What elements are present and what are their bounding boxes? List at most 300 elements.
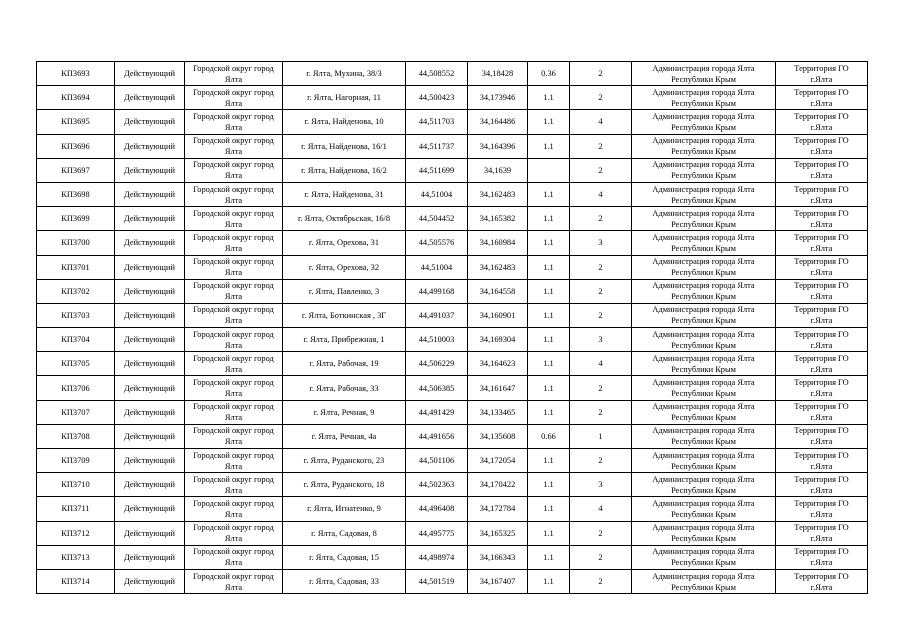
cell-count: 2 [570,158,632,182]
cell-owner-line: Администрация города Ялта [652,281,755,291]
cell-owner-line: Администрация города Ялта [652,329,755,339]
cell-district-line: Ялта [224,122,243,132]
cell-district-line: Городской округ город [193,474,274,484]
cell-territory [776,473,868,497]
cell-district [185,352,283,376]
cell-territory [776,352,868,376]
cell-volume: 1.1 [528,328,570,352]
cell-status: Действующий [115,279,185,303]
cell-latitude: 44,500423 [406,86,468,110]
cell-latitude: 44,495775 [406,521,468,545]
cell-volume: 1.1 [528,134,570,158]
cell-count: 2 [570,521,632,545]
cell-owner [632,182,776,206]
cell-longitude: 34,165382 [468,207,528,231]
cell-territory [776,400,868,424]
table-row [37,86,868,110]
cell-owner-line: Администрация города Ялта [652,474,755,484]
cell-territory-line: г.Ялта [810,316,833,326]
cell-status: Действующий [115,521,185,545]
cell-owner-line: Администрация города Ялта [652,111,755,121]
table-row [37,62,868,86]
cell-district-line: Городской округ город [193,571,274,581]
cell-owner-line: Администрация города Ялта [652,305,755,315]
cell-district-line: Городской округ город [193,87,274,97]
cell-latitude: 44,505576 [406,231,468,255]
cell-owner [632,62,776,86]
cell-district-line: Городской округ город [193,450,274,460]
cell-district [185,86,283,110]
cell-status: Действующий [115,134,185,158]
table-row [37,545,868,569]
cell-count: 4 [570,497,632,521]
cell-address: г. Ялта, Найденова, 16/1 [283,134,406,158]
cell-district [185,110,283,134]
cell-territory-line: г.Ялта [810,437,833,447]
table-row [37,328,868,352]
cell-id: КП3699 [37,207,115,231]
cell-district [185,134,283,158]
cell-territory [776,449,868,473]
cell-latitude: 44,511703 [406,110,468,134]
cell-district-line: Ялта [224,413,243,423]
table-row [37,255,868,279]
table-row [37,158,868,182]
cell-latitude: 44,501106 [406,449,468,473]
cell-owner-line: Республики Крым [671,219,736,229]
cell-volume: 1.1 [528,473,570,497]
cell-district-line: Ялта [224,147,243,157]
cell-territory-line: г.Ялта [810,558,833,568]
registry-table-body [37,62,868,594]
cell-owner [632,521,776,545]
cell-id: КП3693 [37,62,115,86]
cell-owner [632,134,776,158]
cell-territory-line: г.Ялта [810,195,833,205]
cell-volume: 0.66 [528,424,570,448]
cell-territory [776,376,868,400]
cell-owner [632,231,776,255]
cell-territory-line: Территория ГО [794,63,849,73]
cell-territory-line: Территория ГО [794,426,849,436]
cell-owner-line: Республики Крым [671,389,736,399]
cell-territory [776,86,868,110]
cell-address: г. Ялта, Октябрьская, 16/8 [283,207,406,231]
cell-count: 1 [570,424,632,448]
cell-longitude: 34,160901 [468,303,528,327]
cell-owner [632,376,776,400]
cell-latitude: 44,499168 [406,279,468,303]
cell-district-line: Ялта [224,195,243,205]
cell-volume: 1.1 [528,303,570,327]
cell-id: КП3703 [37,303,115,327]
cell-count: 4 [570,182,632,206]
cell-address: г. Ялта, Орехова, 32 [283,255,406,279]
cell-longitude: 34,164558 [468,279,528,303]
cell-count: 2 [570,134,632,158]
cell-status: Действующий [115,473,185,497]
cell-owner [632,328,776,352]
cell-territory-line: Территория ГО [794,474,849,484]
cell-district [185,545,283,569]
cell-id: КП3713 [37,545,115,569]
cell-latitude: 44,510003 [406,328,468,352]
cell-owner-line: Администрация города Ялта [652,208,755,218]
cell-latitude: 44,506385 [406,376,468,400]
cell-longitude: 34,169304 [468,328,528,352]
cell-territory [776,110,868,134]
cell-id: КП3708 [37,424,115,448]
cell-district [185,279,283,303]
cell-status: Действующий [115,207,185,231]
cell-longitude: 34,165325 [468,521,528,545]
cell-owner-line: Республики Крым [671,413,736,423]
table-row [37,569,868,593]
cell-territory [776,182,868,206]
cell-owner [632,303,776,327]
cell-address: г. Ялта, Нагорная, 11 [283,86,406,110]
cell-volume: 1.1 [528,497,570,521]
cell-address: г. Ялта, Найденова, 31 [283,182,406,206]
cell-territory-line: г.Ялта [810,413,833,423]
cell-district-line: Ялта [224,219,243,229]
cell-id: КП3702 [37,279,115,303]
cell-latitude: 44,506229 [406,352,468,376]
cell-address: г. Ялта, Рабочая, 19 [283,352,406,376]
cell-district-line: Ялта [224,340,243,350]
table-row [37,376,868,400]
cell-status: Действующий [115,400,185,424]
cell-district-line: Ялта [224,582,243,592]
cell-longitude: 34,162483 [468,255,528,279]
cell-territory-line: г.Ялта [810,268,833,278]
cell-address: г. Ялта, Павленко, 3 [283,279,406,303]
cell-status: Действующий [115,424,185,448]
cell-id: КП3694 [37,86,115,110]
table-row [37,134,868,158]
cell-territory-line: Территория ГО [794,378,849,388]
cell-owner-line: Республики Крым [671,147,736,157]
cell-territory [776,303,868,327]
cell-district-line: Ялта [224,509,243,519]
cell-owner [632,545,776,569]
cell-district [185,400,283,424]
cell-district [185,62,283,86]
cell-district-line: Городской округ город [193,184,274,194]
cell-longitude: 34,160984 [468,231,528,255]
cell-count: 4 [570,110,632,134]
cell-longitude: 34,162483 [468,182,528,206]
cell-latitude: 44,502363 [406,473,468,497]
cell-territory-line: Территория ГО [794,498,849,508]
cell-owner [632,158,776,182]
cell-owner-line: Республики Крым [671,122,736,132]
cell-owner-line: Администрация города Ялта [652,378,755,388]
table-row [37,182,868,206]
cell-territory-line: Территория ГО [794,547,849,557]
table-row [37,473,868,497]
cell-territory [776,279,868,303]
cell-district [185,473,283,497]
cell-latitude: 44,496408 [406,497,468,521]
cell-territory [776,328,868,352]
cell-latitude: 44,498974 [406,545,468,569]
cell-volume: 1.1 [528,545,570,569]
table-row [37,424,868,448]
cell-id: КП3698 [37,182,115,206]
cell-longitude: 34,166343 [468,545,528,569]
cell-district-line: Городской округ город [193,160,274,170]
cell-owner-line: Администрация города Ялта [652,63,755,73]
cell-owner [632,279,776,303]
cell-territory-line: Территория ГО [794,87,849,97]
cell-latitude: 44,51004 [406,182,468,206]
cell-district [185,231,283,255]
cell-longitude: 34,133465 [468,400,528,424]
cell-address: г. Ялта, Руданского, 23 [283,449,406,473]
cell-latitude: 44,491656 [406,424,468,448]
cell-district-line: Ялта [224,485,243,495]
cell-longitude: 34,172054 [468,449,528,473]
cell-volume: 1.1 [528,400,570,424]
cell-latitude: 44,501519 [406,569,468,593]
cell-district-line: Ялта [224,437,243,447]
cell-district-line: Ялта [224,292,243,302]
cell-address: г. Ялта, Садовая, 8 [283,521,406,545]
cell-district-line: Городской округ город [193,257,274,267]
cell-owner [632,473,776,497]
cell-count: 2 [570,255,632,279]
cell-territory-line: Территория ГО [794,450,849,460]
cell-district-line: Ялта [224,243,243,253]
cell-status: Действующий [115,328,185,352]
cell-district-line: Городской округ город [193,547,274,557]
cell-district-line: Городской округ город [193,378,274,388]
cell-district-line: Городской округ город [193,232,274,242]
cell-territory-line: Территория ГО [794,353,849,363]
cell-longitude: 34,164623 [468,352,528,376]
table-row [37,303,868,327]
cell-owner [632,207,776,231]
cell-latitude: 44,491037 [406,303,468,327]
cell-status: Действующий [115,158,185,182]
cell-territory-line: Территория ГО [794,232,849,242]
cell-owner-line: Республики Крым [671,558,736,568]
cell-address: г. Ялта, Прибрежная, 1 [283,328,406,352]
cell-district-line: Ялта [224,364,243,374]
cell-territory-line: г.Ялта [810,461,833,471]
cell-status: Действующий [115,569,185,593]
cell-district [185,424,283,448]
cell-district [185,255,283,279]
cell-address: г. Ялта, Речная, 9 [283,400,406,424]
cell-owner-line: Республики Крым [671,74,736,84]
cell-owner-line: Республики Крым [671,171,736,181]
cell-owner-line: Администрация города Ялта [652,184,755,194]
cell-territory-line: г.Ялта [810,292,833,302]
cell-longitude: 34,173946 [468,86,528,110]
cell-territory-line: Территория ГО [794,329,849,339]
cell-address: г. Ялта, Садовая, 33 [283,569,406,593]
cell-address: г. Ялта, Садовая, 15 [283,545,406,569]
table-row [37,521,868,545]
cell-longitude: 34,18428 [468,62,528,86]
cell-address: г. Ялта, Найденова, 16/2 [283,158,406,182]
cell-territory-line: Территория ГО [794,402,849,412]
cell-territory-line: г.Ялта [810,534,833,544]
cell-owner-line: Республики Крым [671,268,736,278]
cell-territory-line: Территория ГО [794,136,849,146]
cell-volume: 0.36 [528,62,570,86]
cell-owner-line: Администрация города Ялта [652,160,755,170]
cell-owner [632,400,776,424]
cell-count: 3 [570,231,632,255]
cell-count: 2 [570,449,632,473]
cell-district [185,376,283,400]
table-row [37,110,868,134]
cell-owner-line: Республики Крым [671,582,736,592]
cell-count: 2 [570,279,632,303]
cell-district-line: Городской округ город [193,208,274,218]
cell-address: г. Ялта, Игнатенко, 9 [283,497,406,521]
cell-id: КП3707 [37,400,115,424]
cell-latitude: 44,511737 [406,134,468,158]
cell-status: Действующий [115,545,185,569]
cell-district-line: Ялта [224,534,243,544]
cell-territory-line: г.Ялта [810,340,833,350]
cell-status: Действующий [115,110,185,134]
cell-territory-line: г.Ялта [810,243,833,253]
cell-count: 3 [570,328,632,352]
cell-territory-line: г.Ялта [810,364,833,374]
cell-id: КП3706 [37,376,115,400]
cell-count: 2 [570,545,632,569]
cell-territory [776,545,868,569]
cell-territory-line: Территория ГО [794,257,849,267]
cell-owner-line: Администрация города Ялта [652,232,755,242]
cell-owner-line: Администрация города Ялта [652,523,755,533]
cell-volume: 1.1 [528,255,570,279]
cell-address: г. Ялта, Мухина, 38/3 [283,62,406,86]
cell-territory-line: г.Ялта [810,582,833,592]
table-row [37,231,868,255]
cell-district-line: Городской округ город [193,523,274,533]
cell-longitude: 34,161647 [468,376,528,400]
cell-district-line: Ялта [224,98,243,108]
cell-owner [632,449,776,473]
cell-id: КП3714 [37,569,115,593]
cell-owner-line: Администрация города Ялта [652,426,755,436]
cell-territory [776,255,868,279]
cell-volume: 1.1 [528,569,570,593]
cell-owner-line: Республики Крым [671,292,736,302]
cell-territory-line: Территория ГО [794,184,849,194]
cell-district-line: Городской округ город [193,329,274,339]
cell-owner-line: Администрация города Ялта [652,547,755,557]
cell-volume: 1.1 [528,352,570,376]
cell-territory [776,62,868,86]
cell-longitude: 34,164486 [468,110,528,134]
cell-district-line: Ялта [224,558,243,568]
cell-territory-line: г.Ялта [810,74,833,84]
cell-volume: 1.1 [528,86,570,110]
cell-volume: 1.1 [528,207,570,231]
cell-district-line: Городской округ город [193,305,274,315]
cell-territory-line: Территория ГО [794,305,849,315]
cell-owner-line: Администрация города Ялта [652,450,755,460]
cell-count: 2 [570,86,632,110]
cell-district-line: Городской округ город [193,111,274,121]
cell-district [185,497,283,521]
cell-volume [528,158,570,182]
cell-owner-line: Администрация города Ялта [652,571,755,581]
cell-id: КП3705 [37,352,115,376]
cell-territory-line: Территория ГО [794,281,849,291]
cell-owner [632,110,776,134]
cell-district-line: Городской округ город [193,402,274,412]
cell-district [185,158,283,182]
cell-territory [776,231,868,255]
cell-territory [776,497,868,521]
cell-status: Действующий [115,376,185,400]
cell-territory [776,521,868,545]
cell-status: Действующий [115,449,185,473]
cell-territory-line: г.Ялта [810,509,833,519]
cell-owner-line: Республики Крым [671,364,736,374]
cell-owner-line: Республики Крым [671,243,736,253]
table-row [37,207,868,231]
cell-id: КП3696 [37,134,115,158]
cell-owner [632,86,776,110]
cell-territory [776,207,868,231]
cell-latitude: 44,504452 [406,207,468,231]
cell-status: Действующий [115,303,185,327]
cell-district [185,449,283,473]
cell-owner-line: Республики Крым [671,509,736,519]
cell-owner-line: Республики Крым [671,461,736,471]
cell-longitude: 34,170422 [468,473,528,497]
cell-status: Действующий [115,182,185,206]
cell-owner [632,424,776,448]
cell-latitude: 44,511699 [406,158,468,182]
cell-district-line: Ялта [224,316,243,326]
cell-district-line: Ялта [224,461,243,471]
cell-status: Действующий [115,497,185,521]
cell-address: г. Ялта, Орехова, 31 [283,231,406,255]
cell-owner-line: Республики Крым [671,316,736,326]
cell-count: 2 [570,303,632,327]
cell-district-line: Городской округ город [193,353,274,363]
cell-owner-line: Республики Крым [671,485,736,495]
cell-owner [632,352,776,376]
cell-latitude: 44,491429 [406,400,468,424]
cell-latitude: 44,51004 [406,255,468,279]
cell-volume: 1.1 [528,449,570,473]
cell-count: 2 [570,62,632,86]
cell-status: Действующий [115,86,185,110]
table-row [37,279,868,303]
cell-territory-line: г.Ялта [810,219,833,229]
cell-district-line: Городской округ город [193,136,274,146]
cell-district-line: Городской округ город [193,281,274,291]
cell-owner-line: Республики Крым [671,340,736,350]
cell-address: г. Ялта, Руданского, 18 [283,473,406,497]
cell-territory-line: г.Ялта [810,122,833,132]
cell-territory-line: Территория ГО [794,160,849,170]
cell-count: 2 [570,207,632,231]
cell-owner-line: Республики Крым [671,534,736,544]
cell-id: КП3710 [37,473,115,497]
